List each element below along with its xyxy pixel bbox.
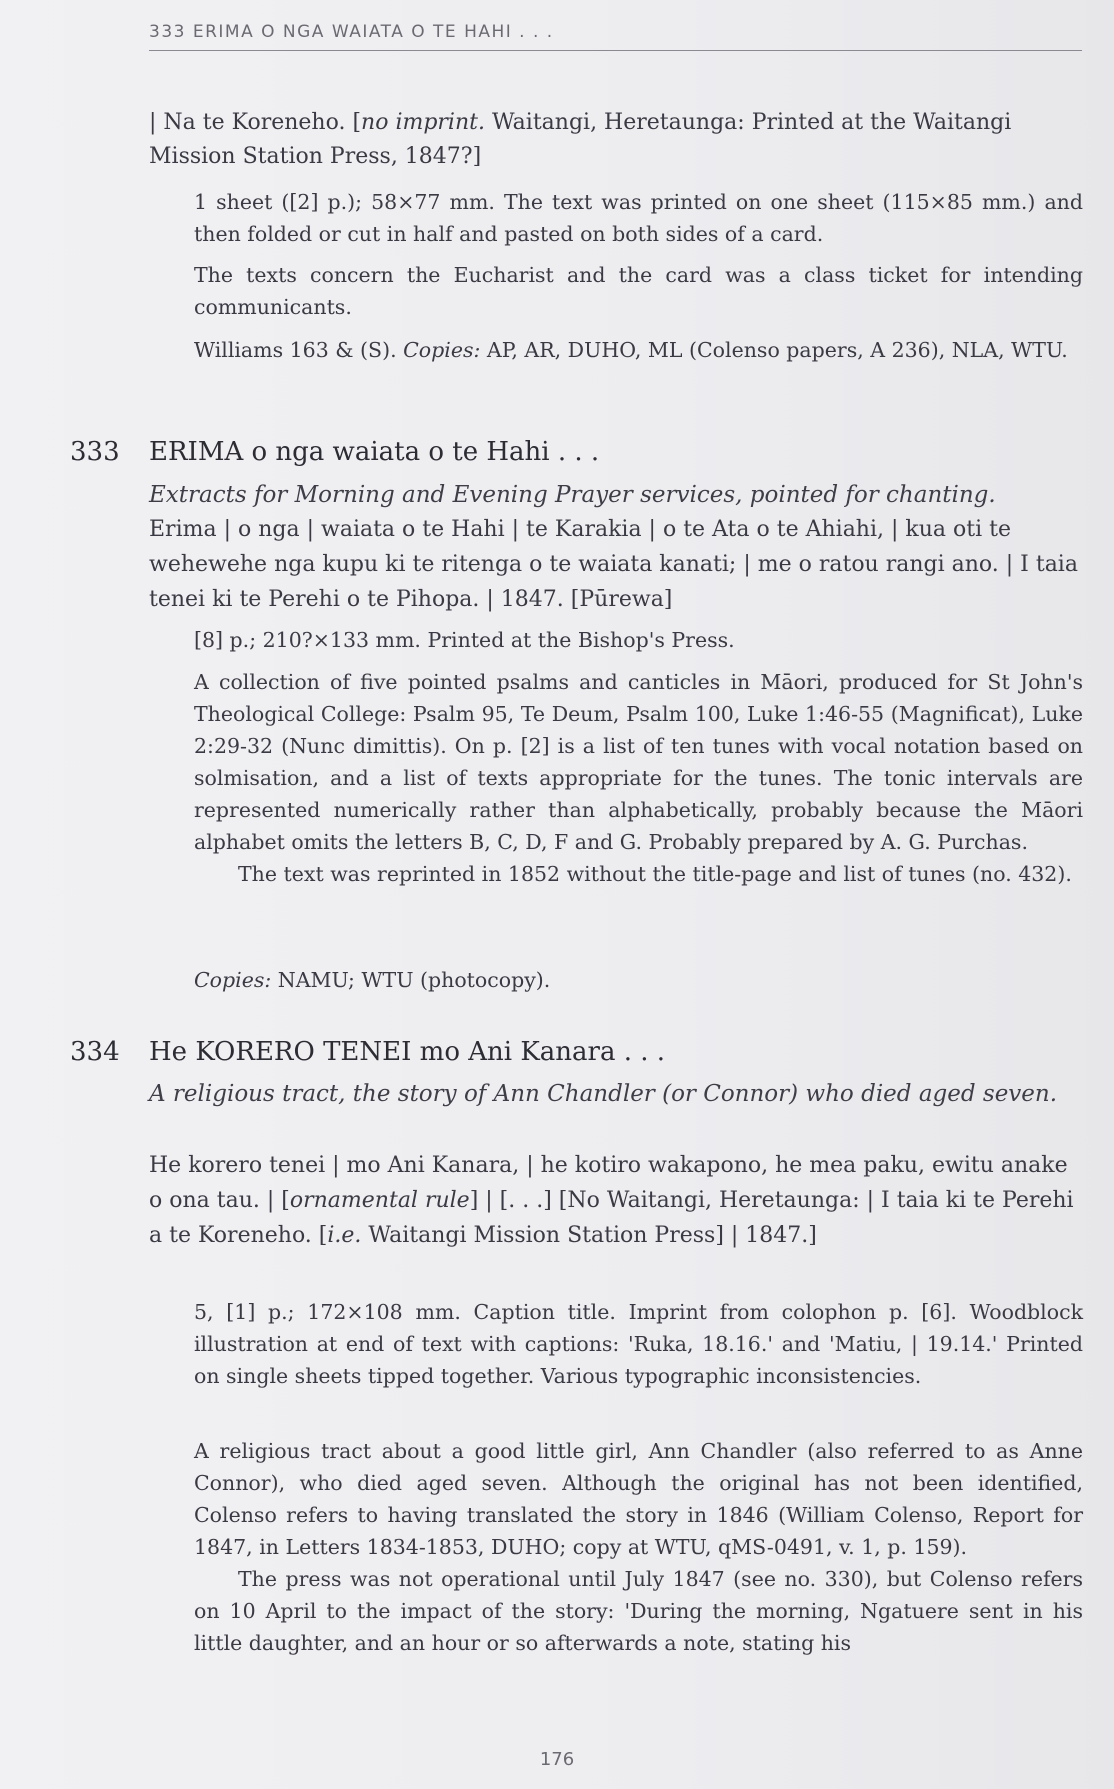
entry-333-copies: [194, 964, 1083, 996]
entry-334-subtitle: A religious tract, the story of Ann Chandler (or Connor) who died aged seven.: [149, 1081, 1058, 1107]
entry-334-note-1: A religious tract about a good little girl, Ann Chandler (also referred to as Anne Connor), who died aged seven. Although the original has not been identified, Colenso refers to having translated the story in 1846 (William Colenso, Report for 1847, in Letters 1834-1853, DUHO; copy at WTU, qMS-0491, v. 1, p. 159).: [194, 1439, 1083, 1559]
entry-334-transcription-a: He korero tenei | mo Ani Kanara, | he kotiro wakapono, he mea paku, ewitu anake o ona tau. | [: [149, 1153, 1068, 1213]
entry-333-heading: ERIMA o nga waiata o te Hahi . . .: [149, 437, 600, 467]
entry-334-transcription-italic: ornamental rule: [289, 1188, 470, 1213]
top-entry-title: [149, 106, 1083, 174]
entry-334-transcription-italic-2: i.e.: [327, 1223, 362, 1248]
top-entry-title-italic: no imprint.: [361, 110, 485, 135]
running-head: 333 ERIMA O NGA WAIATA O TE HAHI . . .: [149, 22, 1082, 51]
entry-334-transcription-c: Waitangi Mission Station Press] | 1847.]: [361, 1223, 817, 1248]
top-entry-physical: 1 sheet ([2] p.); 58×77 mm. The text was printed on one sheet (115×85 mm.) and then folded or cut in half and pasted on both sides of a card.: [194, 190, 1083, 246]
top-entry-copies-label: Copies:: [403, 338, 481, 362]
top-entry-copies-pre: Williams 163 & (S).: [194, 338, 404, 362]
entry-333-copies-label: Copies:: [194, 968, 272, 992]
entry-334-number: 334: [70, 1037, 120, 1067]
entry-334-notes: [194, 1435, 1083, 1659]
entry-334-transcription-b: ] | [. . .] [No Waitangi, Heretaunga: | I taia ki te Perehi a te Koreneho. [: [149, 1188, 1074, 1248]
entry-333-notes: [194, 666, 1083, 890]
entry-334-transcription: [149, 1148, 1083, 1253]
entry-333-physical: [8] p.; 210?×133 mm. Printed at the Bishop's Press.: [194, 628, 735, 652]
entry-333-number: 333: [70, 437, 120, 467]
top-entry-title-rest: Waitangi, Heretaunga: Printed at the Waitangi Mission Station Press, 1847?]: [149, 110, 1012, 169]
entry-333-subtitle: Extracts for Morning and Evening Prayer services, pointed for chanting.: [149, 482, 996, 508]
entry-334-heading: He KORERO TENEI mo Ani Kanara . . .: [149, 1037, 666, 1067]
top-entry-note: The texts concern the Eucharist and the card was a class ticket for intending communicants.: [194, 263, 1083, 319]
entry-333-note-2: The text was reprinted in 1852 without the title-page and list of tunes (no. 432).: [238, 862, 1072, 886]
entry-333-transcription: Erima | o nga | waiata o te Hahi | te Karakia | o te Ata o te Ahiahi, | kua oti te wehewehe nga kupu ki te ritenga o te waiata kanati; | me o ratou rangi ano. | I taia tenei ki te Perehi o te Pihopa. | 1847. [Pūrewa]: [149, 517, 1078, 612]
entry-333-note-1: A collection of five pointed psalms and canticles in Māori, produced for St John's Theological College: Psalm 95, Te Deum, Psalm 100, Luke 1:46-55 (Magnificat), Luke 2:29-32 (Nunc dimittis). On p. [2] is a list of ten tunes with vocal notation based on solmisation, and a list of texts appropriate for the tunes. The tonic intervals are represented numerically rather than alphabetically, probably because the Māori alphabet omits the letters B, C, D, F and G. Probably prepared by A. G. Purchas.: [194, 670, 1083, 854]
entry-333-copies-text: NAMU; WTU (photocopy).: [271, 968, 551, 992]
entry-334-physical: 5, [1] p.; 172×108 mm. Caption title. Imprint from colophon p. [6]. Woodblock illustration at end of text with captions: 'Ruka, 18.16.' and 'Matiu, | 19.14.' Printed on single sheets tipped together. Various typographic inconsistencies.: [194, 1300, 1083, 1388]
page-number: 176: [539, 1749, 575, 1770]
top-entry-copies-text: AP, AR, DUHO, ML (Colenso papers, A 236), NLA, WTU.: [480, 338, 1068, 362]
top-entry-title-text: | Na te Koreneho. [: [149, 110, 362, 135]
top-entry-copies: [194, 334, 1083, 366]
entry-334-note-2: The press was not operational until July 1847 (see no. 330), but Colenso refers on 10 April to the impact of the story: 'During the morning, Ngatuere sent in his little daughter, and an hour or so afterwards a note, stating his: [194, 1567, 1083, 1655]
